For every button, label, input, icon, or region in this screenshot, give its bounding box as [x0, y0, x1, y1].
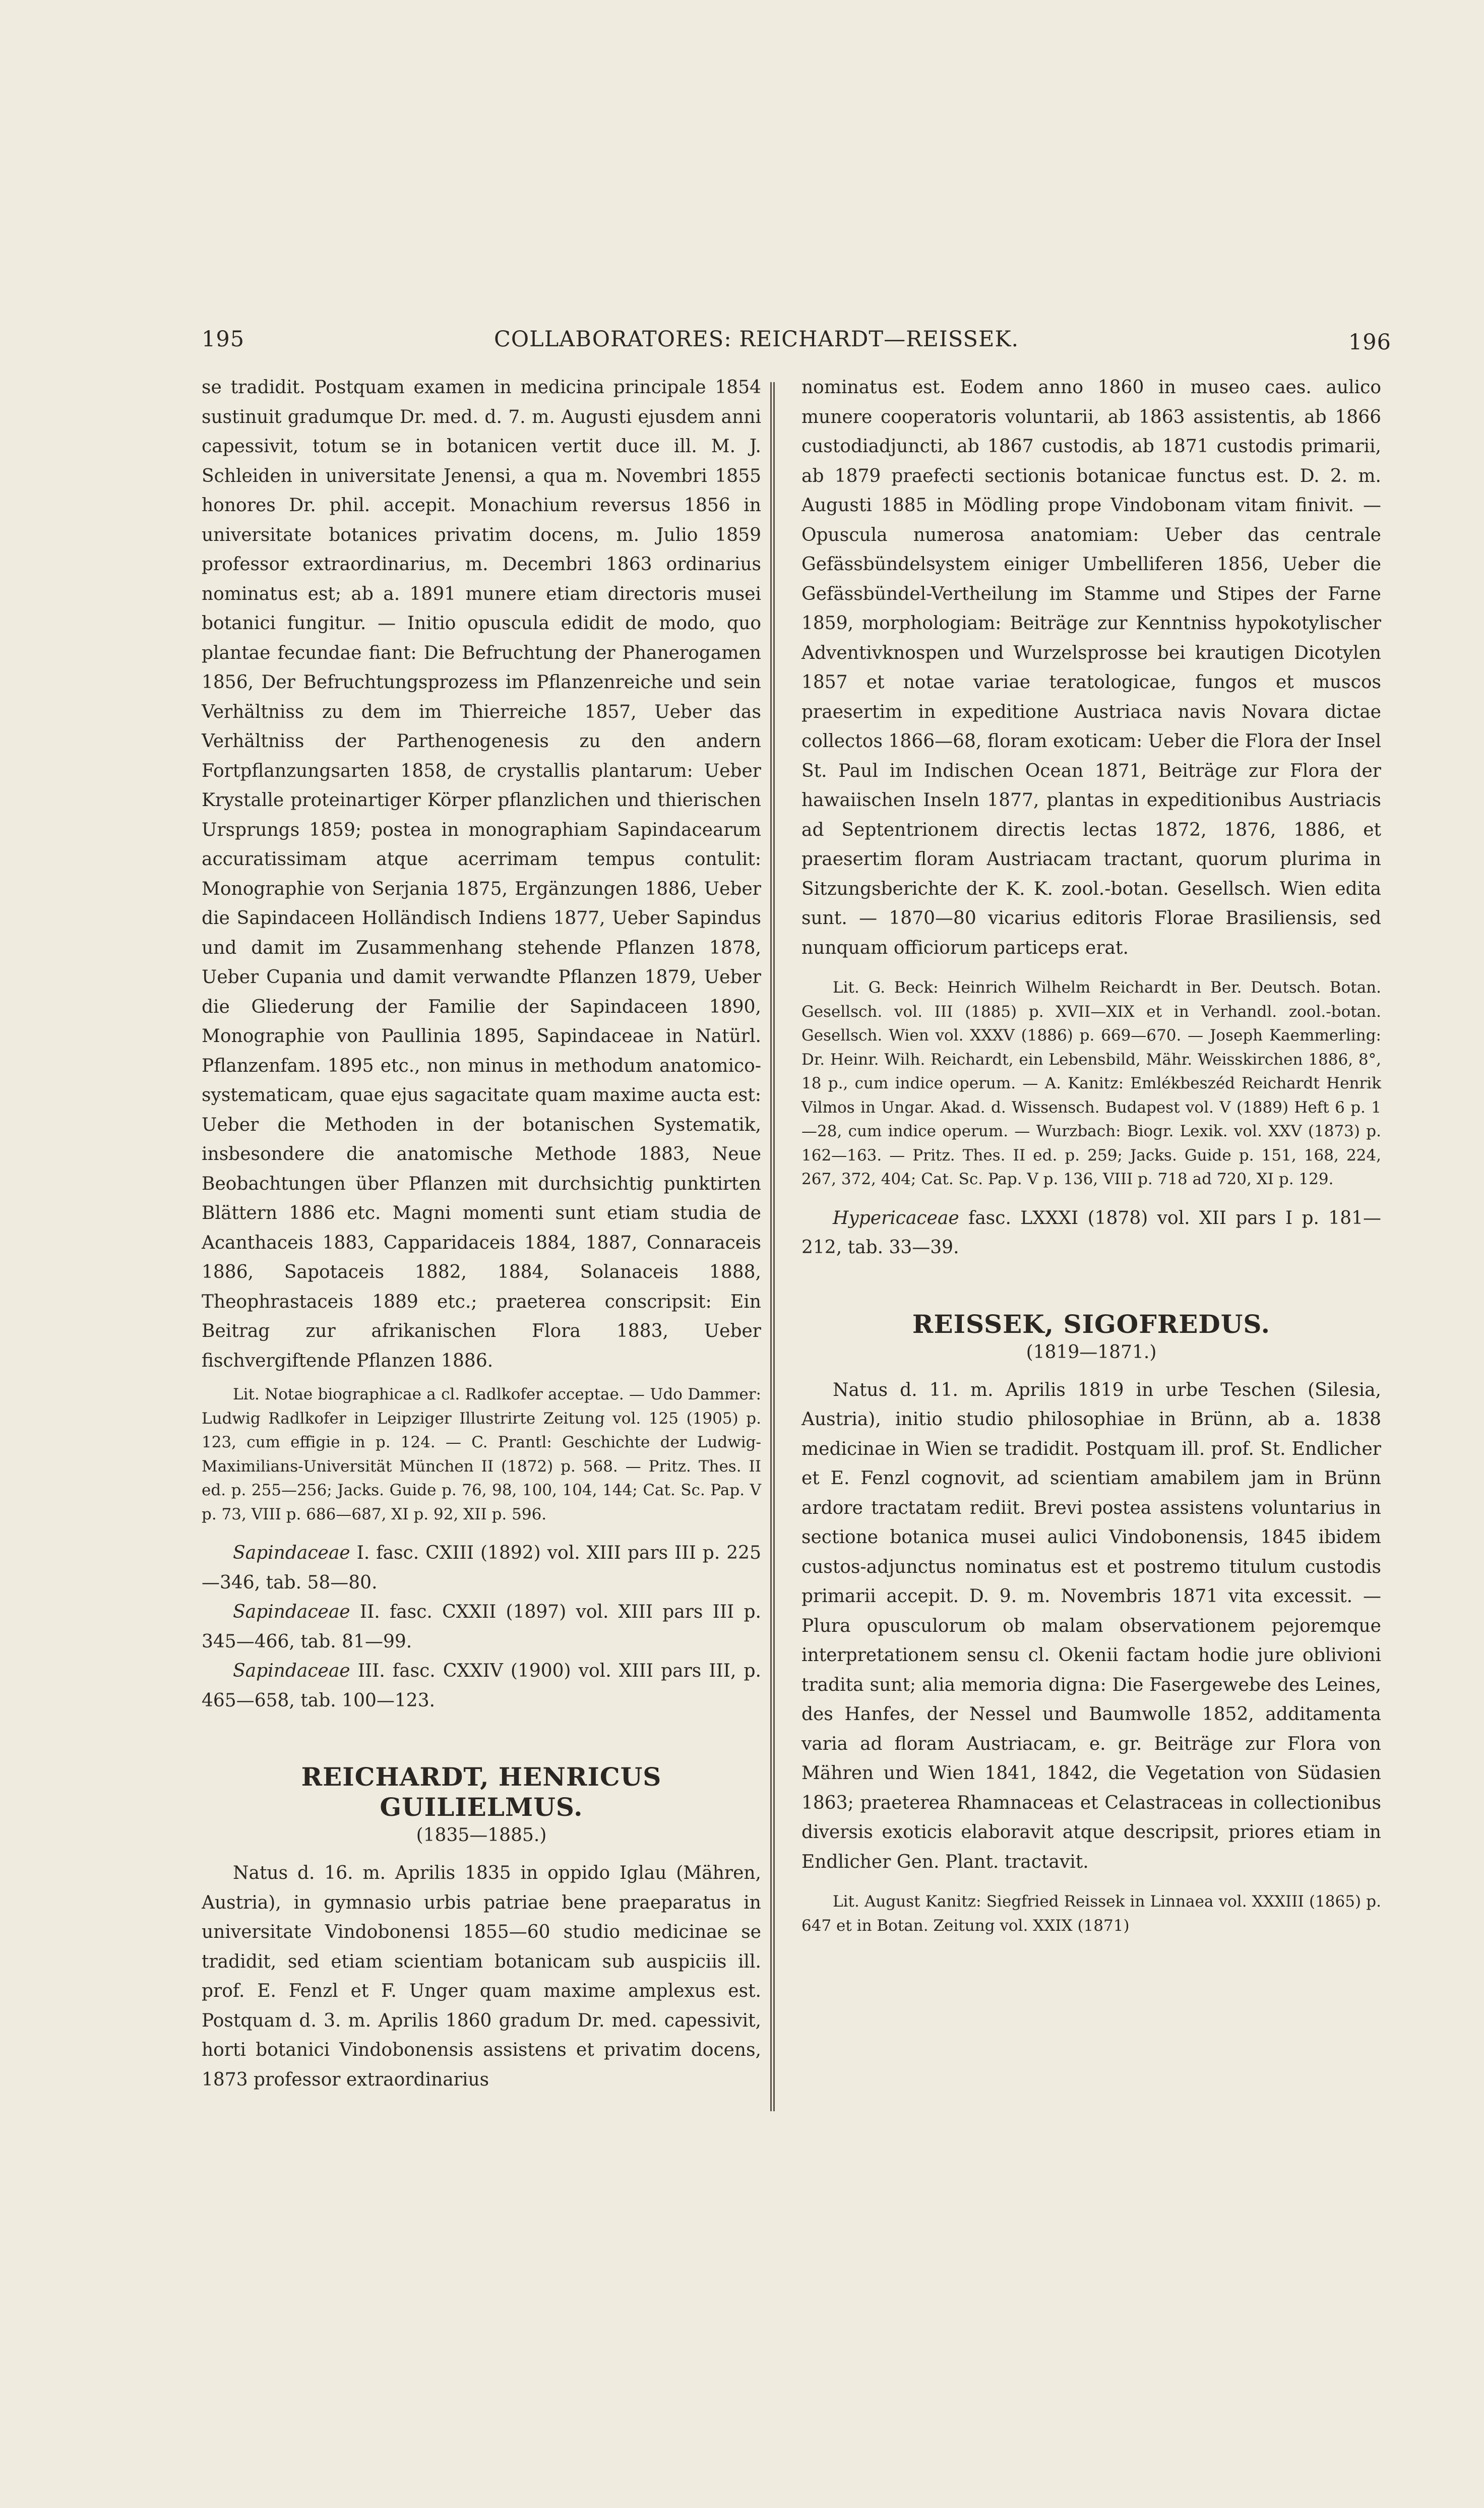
monograph-entry [801, 1204, 1381, 1263]
page-header [202, 323, 1391, 363]
monograph-title: Hypericaceae [833, 1207, 959, 1229]
monograph-title: Sapindaceae [233, 1543, 350, 1563]
monograph-entry [202, 1539, 761, 1598]
reichardt-literature: Lit. G. Beck: Heinrich Wilhelm Reichardt in Ber. Deutsch. Botan. Gesellsch. vol. III (1885) p. XVII—XIX et in Verhandl. zool.-botan. Gesellsch. Wien vol. XXXV (1886) p. 669—670. — Joseph Kaemmerling: Dr. Heinr. Wilh. Reichardt, ein Lebensbild, Mähr. Weisskirchen 1886, 8°, 18 p., cum indice operum. — A. Kanitz: Emlékbeszéd Reichardt Henrik Vilmos in Ungar. Akad. d. Wissensch. Budapest vol. V (1889) Heft 6 p. 1—28, cum indice operum. — Wurzbach: Biogr. Lexik. vol. XXV (1873) p. 162—163. — Pritz. Thes. II ed. p. 259; Jacks. Guide p. 151, 168, 224, 267, 372, 404; Cat. Sc. Pap. V p. 136, VIII p. 718 ad 720, XI p. 129. [801, 978, 1381, 1188]
reichardt-biography: Natus d. 16. m. Aprilis 1835 in oppido Iglau (Mähren, Austria), in gymnasio urbis patriae bene praeparatus in universitate Vindobonensi 1855—60 studio medicinae se tradidit, sed etiam scientiam botanicam sub auspiciis ill. prof. E. Fenzl et F. Unger quam maxime amplexus est. Postquam d. 3. m. Aprilis 1860 gradum Dr. med. capessivit, horti botanici Vindobonensis assistens et privatim docens, 1873 professor extraordinarius [202, 1863, 761, 2090]
reichardt-biography-continued: nominatus est. Eodem anno 1860 in museo caes. aulico munere cooperatoris voluntarii, ab 1863 assistentis, ab 1866 custodiadjuncti, ab 1867 custodis, ab 1871 custodis primarii, ab 1879 praefecti sectionis botanicae functus est. D. 2. m. Augusti 1885 in Mödling prope Vindobonam vitam finivit. — Opuscula numerosa anatomiam: Ueber das centrale Gefässbündelsystem einiger Umbelliferen 1856, Ueber die Gefässbündel-Vertheilung im Stamme und Stipes der Farne 1859, morphologiam: Beiträge zur Kenntniss hypokotylischer Adventivknospen und Wurzelsprosse bei krautigen Dicotylen 1857 et notae variae teratologicae, fungos et muscos praesertim in expeditione Austriaca navis Novara dictae collectos 1866—68, floram exoticam: Ueber die Flora der Insel St. Paul im Indischen Ocean 1871, Beiträge zur Flora der hawaiischen Inseln 1877, plantas in expeditionibus Austriacis ad Septentrionem directis lectas 1872, 1876, 1886, et praesertim floram Austriacam tractant, quorum plurima in Sitzungsberichte der K. K. zool.-botan. Gesellsch. Wien edita sunt. — 1870—80 vicarius editoris Florae Brasiliensis, sed nunquam officiorum particeps erat. [801, 377, 1381, 958]
entry-dates-reissek: (1819—1871.) [1026, 1341, 1157, 1363]
page-number-right: 196 [1348, 330, 1391, 355]
monograph-details: II. fasc. CXXII (1897) vol. XIII pars III p. 345—466, tab. 81—99. [202, 1602, 761, 1652]
monograph-entry [202, 1657, 761, 1716]
entry-dates-reichardt: (1835—1885.) [416, 1825, 547, 1846]
radlkofer-biography-continued: se tradidit. Postquam examen in medicina principale 1854 sustinuit gradumque Dr. med. d. 7. m. Augusti ejusdem anni capessivit, totum se in botanicen vertit duce ill. M. J. Schleiden in universitate Jenensi, a qua m. Novembri 1855 honores Dr. phil. accepit. Monachium reversus 1856 in universitate botanices privatim docens, m. Julio 1859 professor extraordinarius, m. Decembri 1863 ordinarius nominatus est; ab a. 1891 munere etiam directoris musei botanici fungitur. — Initio opuscula edidit de modo, quo plantae fecundae fiant: Die Befruchtung der Phanerogamen 1856, Der Befruchtungsprozess im Pflanzenreiche und sein Verhältniss zu dem im Thierreiche 1857, Ueber das Verhältniss der Parthenogenesis zu den andern Fortpflanzungsarten 1858, de crystallis plantarum: Ueber Krystalle proteinartiger Körper pflanzlichen und thierischen Ursprungs 1859; postea in monographiam Sapindacearum accuratissimam atque acerrimam tempus contulit: Monographie von Serjania 1875, Ergänzungen 1886, Ueber die Sapindaceen Holländisch Indiens 1877, Ueber Sapindus und damit im Zusammenhang stehende Pflanzen 1878, Ueber Cupania und damit verwandte Pflanzen 1879, Ueber die Gliederung der Familie der Sapindaceen 1890, Monographie von Paullinia 1895, Sapindaceae in Natürl. Pflanzenfam. 1895 etc., non minus in methodum anatomico-systematicam, quae ejus sagacitate quam maxime aucta est: Ueber die Methoden in der botanischen Systematik, insbesondere die anatomische Methode 1883, Neue Beobachtungen über Pflanzen mit durchsichtig punktirten Blättern 1886 etc. Magni momenti sunt etiam studia de Acanthaceis 1883, Capparidaceis 1884, 1887, Connaraceis 1886, Sapotaceis 1882, 1884, Solanaceis 1888, Theophrastaceis 1889 etc.; praeterea conscripsit: Ein Beitrag zur afrikanischen Flora 1883, Ueber fischvergiftende Pflanzen 1886. [202, 377, 761, 1371]
monograph-entry [202, 1598, 761, 1657]
left-column [202, 373, 761, 2095]
monograph-details: fasc. LXXXI (1878) vol. XII pars I p. 181—212, tab. 33—39. [801, 1207, 1381, 1258]
monograph-title: Sapindaceae [233, 1602, 350, 1622]
entry-heading-reichardt: REICHARDT, HENRICUS GUILIELMUS. [301, 1762, 662, 1822]
reissek-biography: Natus d. 11. m. Aprilis 1819 in urbe Teschen (Silesia, Austria), initio studio philosophiae in Brünn, ab a. 1838 medicinae in Wien se tradidit. Postquam ill. prof. St. Endlicher et E. Fenzl cognovit, ad scientiam amabilem jam in Brünn ardore tractatam rediit. Brevi postea assistens voluntarius in sectione botanica musei aulici Vindobonensis, 1845 ibidem custos-adjunctus nominatus est et postremo titulum custodis primarii accepit. D. 9. m. Novembris 1871 vita excessit. — Plura opusculorum ob malam observationem pejoremque interpretationem sensu cl. Okenii factam hodie jure oblivioni tradita sunt; alia memoria digna: Die Fasergewebe des Leines, des Hanfes, der Nessel und Baumwolle 1852, additamenta varia ad floram Austriacam, e. gr. Beiträge zur Flora von Mähren und Wien 1841, 1842, die Vegetation von Südasien 1863; praeterea Rhamnaceas et Celastraceas in collectionibus diversis exoticis elaboravit atque descripsit, priores etiam in Endlicher Gen. Plant. tractavit. [801, 1379, 1381, 1872]
column-divider [770, 382, 775, 2111]
running-title: COLLABORATORES: REICHARDT—REISSEK. [494, 327, 1019, 352]
monograph-details: I. fasc. CXIII (1892) vol. XIII pars III p. 225—346, tab. 58—80. [202, 1543, 761, 1593]
monograph-title: Sapindaceae [233, 1661, 350, 1681]
entry-heading-reissek: REISSEK, SIGOFREDUS. [912, 1309, 1271, 1339]
page-number-left: 195 [202, 327, 245, 352]
reissek-literature: Lit. August Kanitz: Siegfried Reissek in Linnaea vol. XXXIII (1865) p. 647 et in Botan. Zeitung vol. XXIX (1871) [801, 1892, 1381, 1935]
radlkofer-literature: Lit. Notae biographicae a cl. Radlkofer acceptae. — Udo Dammer: Ludwig Radlkofer in Leipziger Illustrirte Zeitung vol. 125 (1905) p. 123, cum effigie in p. 124. — C. Prantl: Geschichte der Ludwig-Maximilians-Universität München II (1872) p. 568. — Pritz. Thes. II ed. p. 255—256; Jacks. Guide p. 76, 98, 100, 104, 144; Cat. Sc. Pap. V p. 73, VIII p. 686—687, XI p. 92, XII p. 596. [202, 1385, 761, 1523]
right-column [801, 373, 1381, 1938]
monograph-details: III. fasc. CXXIV (1900) vol. XIII pars III, p. 465—658, tab. 100—123. [202, 1661, 761, 1711]
